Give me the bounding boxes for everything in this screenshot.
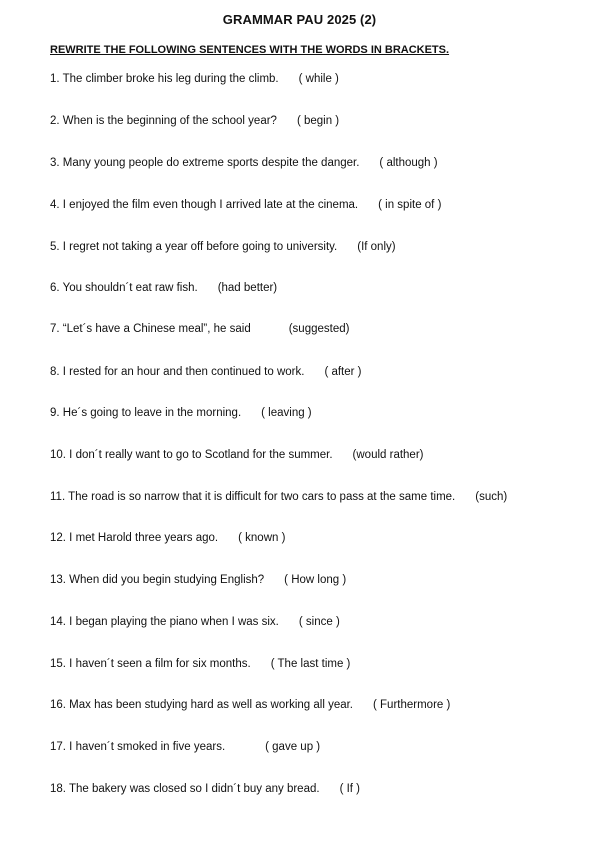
exercise-sentence: 8. I rested for an hour and then continued to work. xyxy=(50,366,305,378)
bracket-hint: (such) xyxy=(475,491,508,503)
bracket-hint: ( The last time ) xyxy=(270,658,351,670)
exercise-item-13 xyxy=(50,573,346,587)
exercise-item-14 xyxy=(50,615,340,629)
page-title: GRAMMAR PAU 2025 (2) xyxy=(222,12,377,27)
exercise-sentence: 16. Max has been studying hard as well as working all year. xyxy=(50,699,353,711)
exercise-item-15 xyxy=(50,657,350,671)
bracket-hint: ( after ) xyxy=(324,366,362,378)
bracket-hint: ( in spite of ) xyxy=(378,199,442,211)
exercise-item-8 xyxy=(50,365,362,379)
bracket-hint: ( while ) xyxy=(298,73,339,85)
exercise-item-4 xyxy=(50,198,441,212)
bracket-hint: (If only) xyxy=(357,241,396,253)
exercise-sentence: 5. I regret not taking a year off before going to university. xyxy=(50,241,338,253)
bracket-hint: (would rather) xyxy=(352,449,424,461)
bracket-hint: ( since ) xyxy=(298,616,340,628)
exercise-sentence: 1. The climber broke his leg during the climb. xyxy=(50,73,279,85)
exercise-item-12 xyxy=(50,531,285,545)
exercise-item-10 xyxy=(50,448,424,462)
exercise-item-16 xyxy=(50,698,450,712)
bracket-hint: (had better) xyxy=(217,282,278,294)
exercise-sentence: 2. When is the beginning of the school year? xyxy=(50,115,277,127)
exercise-item-9 xyxy=(50,406,312,420)
exercise-sentence: 6. You shouldn´t eat raw fish. xyxy=(50,282,198,294)
exercise-sentence: 18. The bakery was closed so I didn´t buy any bread. xyxy=(50,783,320,795)
exercise-sentence: 3. Many young people do extreme sports despite the danger. xyxy=(50,157,360,169)
bracket-hint: ( leaving ) xyxy=(261,407,312,419)
exercise-sentence: 14. I began playing the piano when I was six. xyxy=(50,616,279,628)
exercise-item-6 xyxy=(50,281,277,295)
bracket-hint: ( How long ) xyxy=(284,574,347,586)
exercise-item-5 xyxy=(50,240,396,254)
exercise-item-18 xyxy=(50,782,360,796)
bracket-hint: (suggested) xyxy=(288,323,350,335)
exercise-item-2 xyxy=(50,114,339,128)
exercise-item-3 xyxy=(50,156,438,170)
exercise-sentence: 10. I don´t really want to go to Scotland for the summer. xyxy=(50,449,333,461)
exercise-sentence: 12. I met Harold three years ago. xyxy=(50,532,219,544)
bracket-hint: ( although ) xyxy=(379,157,438,169)
bracket-hint: ( known ) xyxy=(238,532,286,544)
exercise-sentence: 9. He´s going to leave in the morning. xyxy=(50,407,242,419)
instruction-heading: REWRITE THE FOLLOWING SENTENCES WITH THE WORDS IN BRACKETS. xyxy=(50,44,450,56)
bracket-hint: ( begin ) xyxy=(296,115,340,127)
exercise-sentence: 11. The road is so narrow that it is difficult for two cars to pass at the same time. xyxy=(50,491,456,503)
exercise-sentence: 4. I enjoyed the film even though I arrived late at the cinema. xyxy=(50,199,359,211)
bracket-hint: ( Furthermore ) xyxy=(373,699,451,711)
exercise-item-17 xyxy=(50,740,320,754)
exercise-sentence: 15. I haven´t seen a film for six months. xyxy=(50,658,251,670)
exercise-sentence: 17. I haven´t smoked in five years. xyxy=(50,741,226,753)
bracket-hint: ( gave up ) xyxy=(265,741,321,753)
exercise-sentence: 13. When did you begin studying English? xyxy=(50,574,265,586)
exercise-item-1 xyxy=(50,72,339,86)
exercise-item-11 xyxy=(50,490,507,504)
bracket-hint: ( If ) xyxy=(339,783,361,795)
exercise-sentence: 7. “Let´s have a Chinese meal”, he said xyxy=(50,323,251,335)
exercise-item-7 xyxy=(50,322,349,336)
